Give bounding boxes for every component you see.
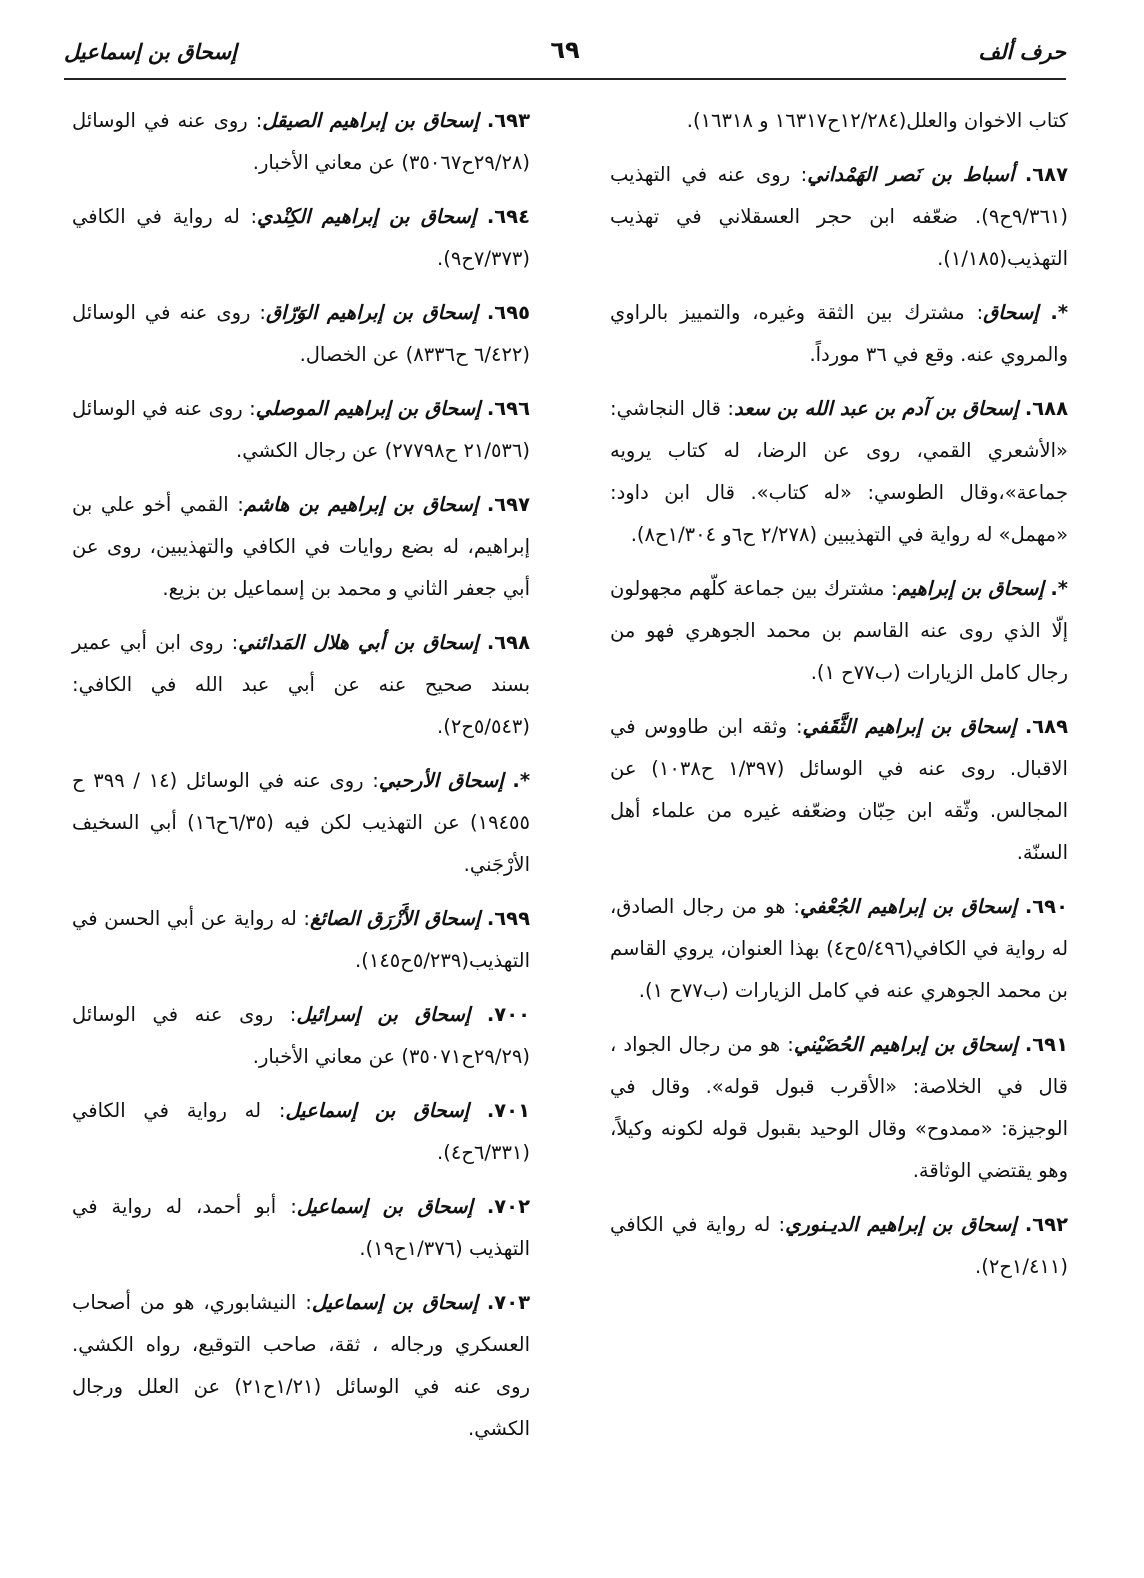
entry-text: : هو من رجال الصادق، له رواية في الكافي(٥/٤٩٦ح٤) بهذا العنوان، يروي القاسم بن محمد الجوهري عنه في كامل الزيارات (ب٧٧ح ١).	[610, 895, 1069, 1002]
entry-text: : هو من رجال الجواد ، قال في الخلاصة: «الأقرب قبول قوله». وقال في الوجيزة: «ممدوح» وقال الوحيد بقبول قوله لكونه وكيلاً، وهو يقتضي الوثاقة.	[610, 1033, 1068, 1182]
entry-number: ٦٨٨.	[1024, 397, 1068, 420]
entry-paragraph	[72, 388, 530, 472]
entry-paragraph	[610, 1024, 1068, 1192]
entry-name: إسحاق	[983, 301, 1039, 324]
entry-text: : قال النجاشي: «الأشعري القمي، روى عن الرضا، له كتاب يرويه جماعة»،وقال الطوسي: «له كتاب». قال ابن داود: «مهمل» له رواية في التهذيبين (٢/٢٧٨ ح٦و ١/٣٠٤ح٨).	[610, 397, 1068, 546]
entry-number: ٦٨٩.	[1024, 715, 1068, 738]
entry-text: : أبو أحمد، له رواية في التهذيب (١/٣٧٦ح١٩).	[72, 1195, 530, 1260]
entry-paragraph	[610, 1204, 1068, 1288]
entry-number: ٦٩٦.	[486, 397, 530, 420]
entry-paragraph	[72, 994, 530, 1078]
entry-name: إسحاق بن إبراهيم الموصلي	[255, 397, 481, 420]
entry-number: ٦٩١.	[1024, 1033, 1068, 1056]
entry-number: ٦٩٩.	[486, 907, 530, 930]
entry-number: *.	[1050, 301, 1069, 324]
entry-paragraph	[72, 100, 530, 184]
entry-number: ٧٠٣.	[486, 1291, 531, 1314]
header-running-title: إسحاق بن إسماعيل	[64, 40, 237, 64]
entry-name: إسحاق بن إبراهيم بن هاشم	[243, 493, 479, 516]
entry-name: إسحاق بن إبراهيم الكِنْدي	[257, 205, 477, 228]
entry-number: ٦٩٣.	[486, 109, 530, 132]
entry-name: إسحاق بن إسماعيل	[296, 1195, 473, 1218]
entry-text: : مشترك بين جماعة كلّهم مجهولون إلّا الذي روى عنه القاسم بن محمد الجوهري فهو من رجال كامل الزيارات (ب٧٧ح ١).	[610, 577, 1068, 684]
entry-paragraph	[72, 1090, 530, 1174]
entry-text: : له رواية في الكافي (٧/٣٧٣ح٩).	[72, 205, 530, 270]
header-divider	[64, 78, 1066, 80]
entry-name: إسحاق بن إبراهيم الحُضَيْني	[793, 1033, 1018, 1056]
entry-text: : له رواية في الكافي (٦/٣٣١ح٤).	[72, 1099, 530, 1164]
right-column	[610, 100, 1068, 1300]
left-column	[72, 100, 530, 1462]
entry-name: إسحاق بن إسماعيل	[285, 1099, 470, 1122]
entry-number: ٦٩٧.	[486, 493, 530, 516]
entry-name: إسحاق بن إسماعيل	[311, 1291, 478, 1314]
entry-paragraph	[72, 484, 530, 610]
entry-text: : روى ابن أبي عمير بسند صحيح عنه عن أبي عبد الله في الكافي: (٥/٥٤٣ح٢).	[72, 631, 530, 738]
entry-text: : روى عنه في الوسائل (٢٩/٢٨ح٣٥٠٦٧) عن معاني الأخبار.	[72, 109, 530, 174]
entry-paragraph	[72, 1282, 530, 1450]
entry-number: ٦٩٠.	[1024, 895, 1068, 918]
entry-paragraph	[72, 1186, 530, 1270]
entry-paragraph	[72, 196, 530, 280]
entry-name: إسحاق بن إبراهيم الجُعْفي	[799, 895, 1017, 918]
entry-paragraph	[610, 154, 1068, 280]
entry-paragraph	[610, 292, 1068, 376]
entry-number: ٦٩٢.	[1024, 1213, 1069, 1236]
entry-name: إسحاق بن أبي هلال المَدائني	[238, 631, 479, 654]
entry-paragraph	[610, 886, 1068, 1012]
page-header	[64, 34, 1066, 76]
entry-text: : روى عنه في الوسائل (١٤ / ٣٩٩ ح ١٩٤٥٥) عن التهذيب لكن فيه (٦/٣٥ح١٦) أبي السخيف الأرْجَني.	[72, 769, 531, 876]
entry-text: : وثقه ابن طاووس في الاقبال. روى عنه في الوسائل (١/٣٩٧ ح١٠٣٨) عن المجالس. وثّقه ابن حِبّان وضعّفه غيره من علماء أهل السنّة.	[610, 715, 1068, 864]
entry-name: إسحاق بن إبراهيم الديـنوري	[785, 1213, 1017, 1236]
entry-name: إسحاق بن إبراهيم الوَرّاق	[265, 301, 478, 324]
entry-number: ٧٠١.	[486, 1099, 530, 1122]
entry-name: إسحاق الأَزْرَق الصائغ	[309, 907, 481, 930]
entry-paragraph	[610, 568, 1068, 694]
header-section-title: حرف ألف	[978, 40, 1066, 64]
entry-name: إسحاق الأرحبي	[378, 769, 504, 792]
entry-paragraph	[72, 622, 530, 748]
entry-text: : النيشابوري، هو من أصحاب العسكري ورجاله ، ثقة، صاحب التوقيع، رواه الكشي. روى عنه في الوسائل (١/٢١ح٢١) عن العلل ورجال الكشي.	[72, 1291, 530, 1440]
entry-number: ٦٩٨.	[486, 631, 530, 654]
entry-number: ٦٨٧.	[1024, 163, 1068, 186]
entry-text: : روى عنه في الوسائل (٦/٤٢٢ ح٨٣٣٦) عن الخصال.	[72, 301, 530, 366]
page-number: ٦٩	[550, 36, 580, 64]
entry-paragraph	[72, 292, 530, 376]
entry-text: : له رواية في الكافي (١/٤١١ح٢).	[610, 1213, 1068, 1278]
entry-text: : روى عنه في الوسائل (٢١/٥٣٦ ح٢٧٧٩٨) عن رجال الكشي.	[72, 397, 530, 462]
entry-text: : روى عنه في الوسائل (٢٩/٢٩ح٣٥٠٧١) عن معاني الأخبار.	[72, 1003, 530, 1068]
entry-number: ٧٠٢.	[486, 1195, 530, 1218]
entry-text: : روى عنه في التهذيب (٩/٣٦١ح٩). ضعّفه ابن حجر العسقلاني في تهذيب التهذيب(١/١٨٥).	[610, 163, 1068, 270]
entry-number: *.	[512, 769, 531, 792]
entry-paragraph	[72, 760, 530, 886]
entry-name: إسحاق بن إسرائيل	[296, 1003, 471, 1026]
entry-paragraph	[610, 100, 1068, 142]
entry-number: *.	[1050, 577, 1068, 600]
entry-number: ٦٩٤.	[486, 205, 530, 228]
entry-text: : له رواية عن أبي الحسن في التهذيب(٥/٢٣٩ح١٤٥).	[72, 907, 530, 972]
entry-paragraph	[610, 388, 1068, 556]
entry-text: : القمي أخو علي بن إبراهيم، له بضع روايات في الكافي والتهذيبين، روى عن أبي جعفر الثاني و محمد بن إسماعيل بن بزيع.	[72, 493, 530, 600]
entry-name: إسحاق بن إبراهيم الثَّقَفي	[802, 715, 1016, 738]
entry-number: ٧٠٠.	[486, 1003, 531, 1026]
entry-paragraph	[72, 898, 530, 982]
entry-text: : مشترك بين الثقة وغيره، والتمييز بالراوي والمروي عنه. وقع في ٣٦ مورداً.	[610, 301, 1068, 366]
entry-name: إسحاق بن إبراهيم الصيقل	[262, 109, 479, 132]
entry-number: ٦٩٥.	[486, 301, 531, 324]
entry-name: إسحاق بن آدم بن عبد الله بن سعد	[734, 397, 1019, 420]
entry-name: أسباط بن نَصر الهَمْداني	[807, 163, 1015, 186]
entry-text: كتاب الاخوان والعلل(١٢/٢٨٤ح١٦٣١٧ و ١٦٣١٨).	[686, 109, 1068, 132]
entry-name: إسحاق بن إبراهيم	[897, 577, 1044, 600]
entry-paragraph	[610, 706, 1068, 874]
